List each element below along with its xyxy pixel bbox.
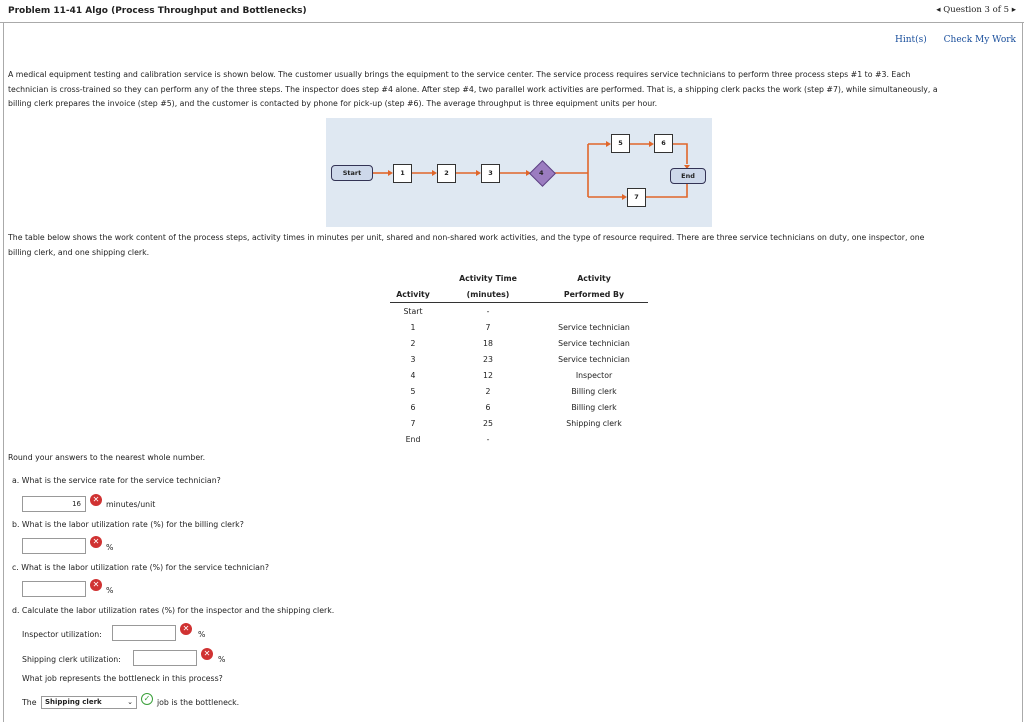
step-7-box: 7 [627,188,646,207]
header-performer-2: Performed By [540,286,648,303]
header-performer: Activity [577,273,611,283]
table-intro-paragraph [8,231,1018,260]
shipping-input[interactable] [133,650,197,666]
table-row: 5 2 Billing clerk [410,387,617,397]
intro-paragraph [8,68,1018,112]
bottleneck-select[interactable] [41,696,137,709]
unit-label: % [106,543,114,552]
activity-table [390,270,648,448]
table-row: End - [405,435,490,445]
step-5-box: 5 [611,134,630,153]
problem-title: Problem 11-41 Algo (Process Throughput and Bottlenecks) [8,6,307,16]
inspector-label: Inspector utilization: [22,630,102,639]
question-a: a. What is the service rate for the service technician? [12,476,221,485]
process-diagram [326,118,712,227]
hints-link[interactable]: Hint(s) [895,35,927,45]
step-3-box: 3 [481,164,500,183]
answer-a-input[interactable]: 16 [22,496,86,512]
table-row: Start - [403,306,490,316]
intro-line: billing clerk prepares the invoice (step #5), and the customer is contacted by phone for pick-up (step #6). The average throughput is three equipment units per hour. [8,99,658,108]
incorrect-icon: ✕ [180,623,192,635]
next-question-icon[interactable]: ▸ [1011,5,1016,15]
incorrect-icon: ✕ [201,648,213,660]
table-row: 4 12 Inspector [410,370,613,380]
intro-line: A medical equipment testing and calibration service is shown below. The customer usually brings the equipment to the service center. The service process requires service technicians to perform three process steps #1 to #3. Each [8,70,911,79]
bottleneck-suffix: job is the bottleneck. [157,698,240,707]
table-intro-line: billing clerk, and one shipping clerk. [8,247,150,257]
top-bar [0,0,1024,23]
header-time: Activity Time [459,273,517,283]
answer-b-input[interactable] [22,538,86,554]
correct-icon: ✓ [141,693,153,705]
header-time-unit: (minutes) [436,286,540,303]
table-row: 3 23 Service technician [410,354,630,364]
table-intro-line: The table below shows the work content of the process steps, activity times in minutes per unit, shared and non-shared work activities, and the type of resource required. There are three service technicians on duty, one inspector, one [8,233,925,242]
table-row: 2 18 Service technician [410,338,630,348]
question-d: d. Calculate the labor utilization rates (%) for the inspector and the shipping clerk. [12,606,335,615]
table-row: 6 6 Billing clerk [410,403,617,413]
help-links [881,35,1016,45]
bottleneck-selected-value: Shipping clerk [45,698,102,706]
incorrect-icon: ✕ [90,579,102,591]
incorrect-icon: ✕ [90,536,102,548]
unit-label: % [106,586,114,595]
question-nav [936,5,1016,15]
round-note: Round your answers to the nearest whole number. [8,453,206,462]
question-b: b. What is the labor utilization rate (%) for the billing clerk? [12,520,244,529]
intro-line: technician is cross-trained so they can perform any of the three steps. The inspector does step #4 alone. After step #4, two parallel work activities are performed. That is, a shipping clerk packs the work (step #7), while simultaneously, a [8,84,938,94]
end-node: End [670,168,706,184]
bottleneck-question: What job represents the bottleneck in this process? [22,674,223,683]
check-my-work-link[interactable]: Check My Work [943,35,1016,45]
step-4-label: 4 [539,169,544,177]
unit-label: minutes/unit [106,500,156,509]
start-node: Start [331,165,373,181]
answer-c-input[interactable] [22,581,86,597]
unit-label: % [198,630,206,639]
table-row: 7 25 Shipping clerk [410,419,622,429]
table-row: 1 7 Service technician [410,322,630,332]
header-activity: Activity [390,286,436,303]
step-1-box: 1 [393,164,412,183]
the-label: The [22,698,37,707]
unit-label: % [218,655,226,664]
incorrect-icon: ✕ [90,494,102,506]
inspector-input[interactable] [112,625,176,641]
prev-question-icon[interactable]: ◂ [936,5,941,15]
question-counter: Question 3 of 5 [943,5,1010,15]
step-2-box: 2 [437,164,456,183]
step-6-box: 6 [654,134,673,153]
question-c: c. What is the labor utilization rate (%) for the service technician? [12,563,269,572]
chevron-down-icon: ⌄ [127,698,133,706]
shipping-label: Shipping clerk utilization: [22,655,121,664]
